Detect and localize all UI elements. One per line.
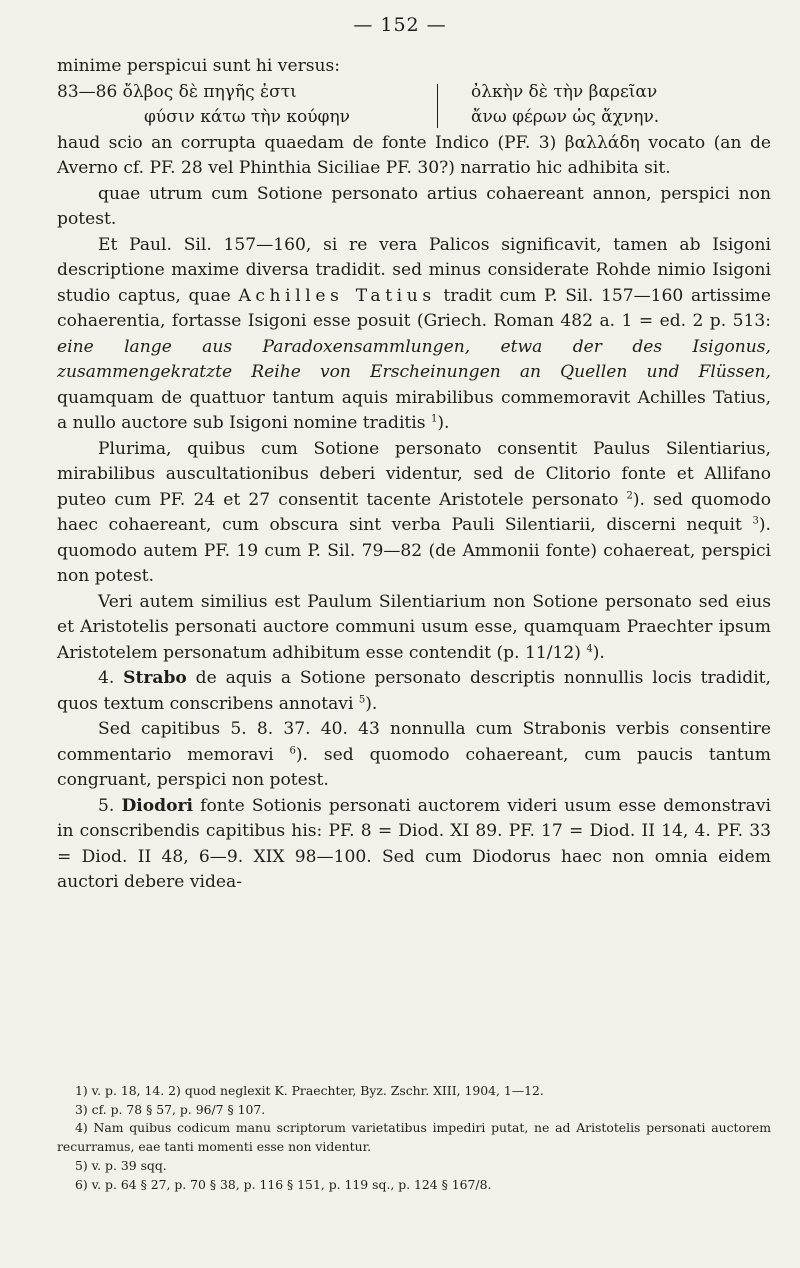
section-heading-diodori: Diodori bbox=[121, 795, 194, 816]
section-number-4: 4. bbox=[98, 668, 124, 688]
rohde-quotation: eine lange aus Paradoxensammlungen, etwa der des Isigonus, zusammengekratzte Reihe von Erscheinungen an Quellen und Flüssen, bbox=[57, 336, 771, 382]
paragraph-3-text-c: quamquam de quattuor tantum aquis mirabilibus commemoravit Achilles Tatius, a nullo auctore sub Isigoni nomine traditis bbox=[57, 387, 771, 433]
paragraph-3-text-a: Et Paul. Sil. 157—160, si re vera Palicos significavit, tamen ab Isigoni descriptione maxime diversa tradidit. sed minus considerate Rohde nimio Isigoni studio captus, quae bbox=[57, 234, 771, 306]
verse-right-line-1: ὀλκὴν δὲ τὴν βαρεῖαν bbox=[471, 81, 658, 102]
paragraph-2: quae utrum cum Sotione personato artius cohaereant annon, perspici non potest. bbox=[57, 183, 771, 229]
paragraph-8-text-a: fonte Sotionis personati auctorem videri usum esse demonstravi in conscribendis capitibus his: PF. 8 = Diod. XI 89. PF. 17 = Diod. II 14, 4. PF. 33 = Diod. II 48, 6—9. XIX 98—100. Sed cum Diodorus haec non omnia eidem auctori debere videa- bbox=[57, 795, 771, 892]
verse-right-column bbox=[471, 80, 771, 131]
paragraph-7-text-a: Sed capitibus 5. 8. 37. 40. 43 nonnulla cum Strabonis verbis consentire commentario memoravi bbox=[57, 719, 771, 765]
page-number: — 152 — bbox=[353, 14, 447, 36]
verse-left-line-2: φύσιν κάτω τὴν κούφην bbox=[144, 107, 350, 127]
footnote-ref-4: 4 bbox=[586, 642, 593, 654]
paragraph-3-text-d: ). bbox=[437, 413, 450, 433]
paragraph-7 bbox=[57, 717, 771, 794]
verse-divider bbox=[437, 84, 438, 128]
paragraph-4-text-b: ). sed quomodo haec cohaereant, cum obscura sint verba Pauli Silentiarii, discerni nequit bbox=[57, 489, 772, 535]
paragraph-5-text-b: ). bbox=[592, 642, 605, 663]
paragraph-6 bbox=[57, 666, 771, 717]
paragraph-6-text-b: ). bbox=[365, 693, 378, 714]
paragraph-7-text-b: ). sed quomodo cohaereant, cum paucis tantum congruant, perspici non potest. bbox=[57, 744, 772, 790]
paragraph-4-text-a: Plurima, quibus cum Sotione personato consentit Paulus Silentiarius, mirabilibus auscultationibus deberi videntur, sed de Clitorio fonte et Allifano puteo cum PF. 24 et 27 consentit tacente Aristotele personato bbox=[57, 438, 771, 510]
paragraph-4-text-c: ). quomodo autem PF. 19 cum P. Sil. 79—82 (de Ammonii fonte) cohaereat, perspici non potest. bbox=[57, 515, 771, 586]
paragraph-4 bbox=[57, 437, 771, 590]
footnote-ref-1: 1 bbox=[430, 413, 438, 425]
author-name-achilles-tatius: Achilles Tatius bbox=[238, 285, 436, 306]
verse-right-line-2: ἄνω φέρων ὡς ἄχνην. bbox=[471, 107, 660, 127]
footnote-1-2: 1) v. p. 18, 14. 2) quod neglexit K. Praechter, Byz. Zschr. XIII, 1904, 1—12. bbox=[75, 1083, 544, 1098]
paragraph-1: haud scio an corrupta quaedam de fonte Indico (PF. 3) βαλλάδη vocato (an de Averno cf. PF. 28 vel Phinthia Siciliae PF. 30?) narratio hic adhibita sit. bbox=[57, 132, 771, 178]
paragraph-6-text-a: de aquis a Sotione personato descriptis nonnullis locis tradidit, quos textum conscribens annotavi bbox=[57, 668, 771, 714]
verse-left-column bbox=[57, 80, 432, 131]
greek-verse-block bbox=[57, 80, 771, 131]
footnote-ref-6: 6 bbox=[289, 744, 296, 756]
footnote-ref-2: 2 bbox=[626, 489, 633, 501]
intro-line: minime perspicui sunt hi versus: bbox=[57, 56, 341, 76]
footnotes bbox=[57, 1082, 771, 1194]
paragraph-3-text-b: tradit cum P. Sil. 157—160 artissime cohaerentia, fortasse Isigoni esse posuit (Griech. Roman 482 a. 1 = ed. 2 p. 513: bbox=[57, 285, 771, 331]
footnote-5: 5) v. p. 39 sqq. bbox=[75, 1157, 167, 1173]
paragraph-5-text-a: Veri autem similius est Paulum Silentiarium non Sotione personato sed eius et Aristotelis personati auctore communi usum esse, quamquam Praechter ipsum Aristotelem personatum adhibitum esse contendit (p. 11/12) bbox=[57, 591, 771, 663]
verse-left-line-1: 83—86 ὄλβος δὲ πηγῆς ἐστι bbox=[57, 81, 297, 102]
footnote-6: 6) v. p. 64 § 27, p. 70 § 38, p. 116 § 151, p. 119 sq., p. 124 § 167/8. bbox=[75, 1176, 492, 1192]
section-heading-strabo: Strabo bbox=[123, 668, 187, 688]
section-number-5: 5. bbox=[98, 795, 122, 816]
paragraph-3 bbox=[57, 233, 771, 437]
footnote-ref-5: 5 bbox=[358, 693, 366, 705]
main-text bbox=[57, 54, 771, 896]
paragraph-5 bbox=[57, 590, 771, 667]
footnote-4: 4) Nam quibus codicum manu scriptorum varietatibus impediri putat, ne ad Aristotelis personati auctorem recurramus, eae tanti momenti esse non videntur. bbox=[57, 1120, 771, 1155]
paragraph-8 bbox=[57, 794, 771, 896]
footnote-ref-3: 3 bbox=[752, 515, 759, 527]
footnote-3: 3) cf. p. 78 § 57, p. 96/7 § 107. bbox=[75, 1101, 266, 1117]
